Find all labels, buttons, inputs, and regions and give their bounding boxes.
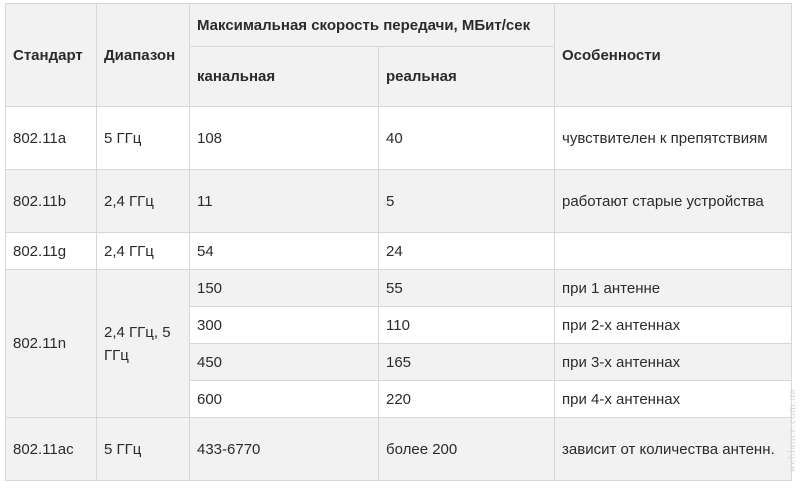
watermark: weblance.com.ua <box>786 389 798 473</box>
cell-features: при 2-х антеннах <box>555 307 792 344</box>
header-channel: канальная <box>190 47 379 107</box>
cell-channel: 150 <box>190 270 379 307</box>
table-row <box>6 107 792 170</box>
cell-real: 40 <box>379 107 555 170</box>
cell-real: более 200 <box>379 418 555 481</box>
cell-channel: 108 <box>190 107 379 170</box>
cell-standard: 802.11ac <box>6 418 97 481</box>
cell-features: при 1 антенне <box>555 270 792 307</box>
cell-real: 220 <box>379 381 555 418</box>
cell-range: 5 ГГц <box>97 107 190 170</box>
cell-real: 55 <box>379 270 555 307</box>
cell-features: зависит от количества антенн. <box>555 418 792 481</box>
cell-features <box>555 233 792 270</box>
cell-features: чувствителен к препятствиям <box>555 107 792 170</box>
cell-channel: 11 <box>190 170 379 233</box>
cell-range: 2,4 ГГц <box>97 233 190 270</box>
cell-real: 110 <box>379 307 555 344</box>
header-row-top <box>6 4 792 47</box>
cell-features: работают старые устройства <box>555 170 792 233</box>
cell-features: при 3-х антеннах <box>555 344 792 381</box>
cell-channel: 433-6770 <box>190 418 379 481</box>
header-range: Диапазон <box>97 4 190 107</box>
cell-real: 5 <box>379 170 555 233</box>
table-row <box>6 170 792 233</box>
table-row <box>6 270 792 307</box>
cell-channel: 54 <box>190 233 379 270</box>
cell-channel: 300 <box>190 307 379 344</box>
header-max-speed: Максимальная скорость передачи, МБит/сек <box>190 4 555 47</box>
cell-standard: 802.11g <box>6 233 97 270</box>
cell-real: 24 <box>379 233 555 270</box>
cell-real: 165 <box>379 344 555 381</box>
cell-range: 2,4 ГГц <box>97 170 190 233</box>
cell-range: 5 ГГц <box>97 418 190 481</box>
cell-range: 2,4 ГГц, 5 ГГц <box>97 270 190 418</box>
table-row <box>6 418 792 481</box>
cell-standard: 802.11n <box>6 270 97 418</box>
cell-standard: 802.11a <box>6 107 97 170</box>
header-real: реальная <box>379 47 555 107</box>
cell-features: при 4-х антеннах <box>555 381 792 418</box>
cell-channel: 450 <box>190 344 379 381</box>
wifi-standards-table <box>5 3 792 481</box>
header-standard: Стандарт <box>6 4 97 107</box>
cell-channel: 600 <box>190 381 379 418</box>
cell-standard: 802.11b <box>6 170 97 233</box>
table-row <box>6 233 792 270</box>
header-features: Особенности <box>555 4 792 107</box>
